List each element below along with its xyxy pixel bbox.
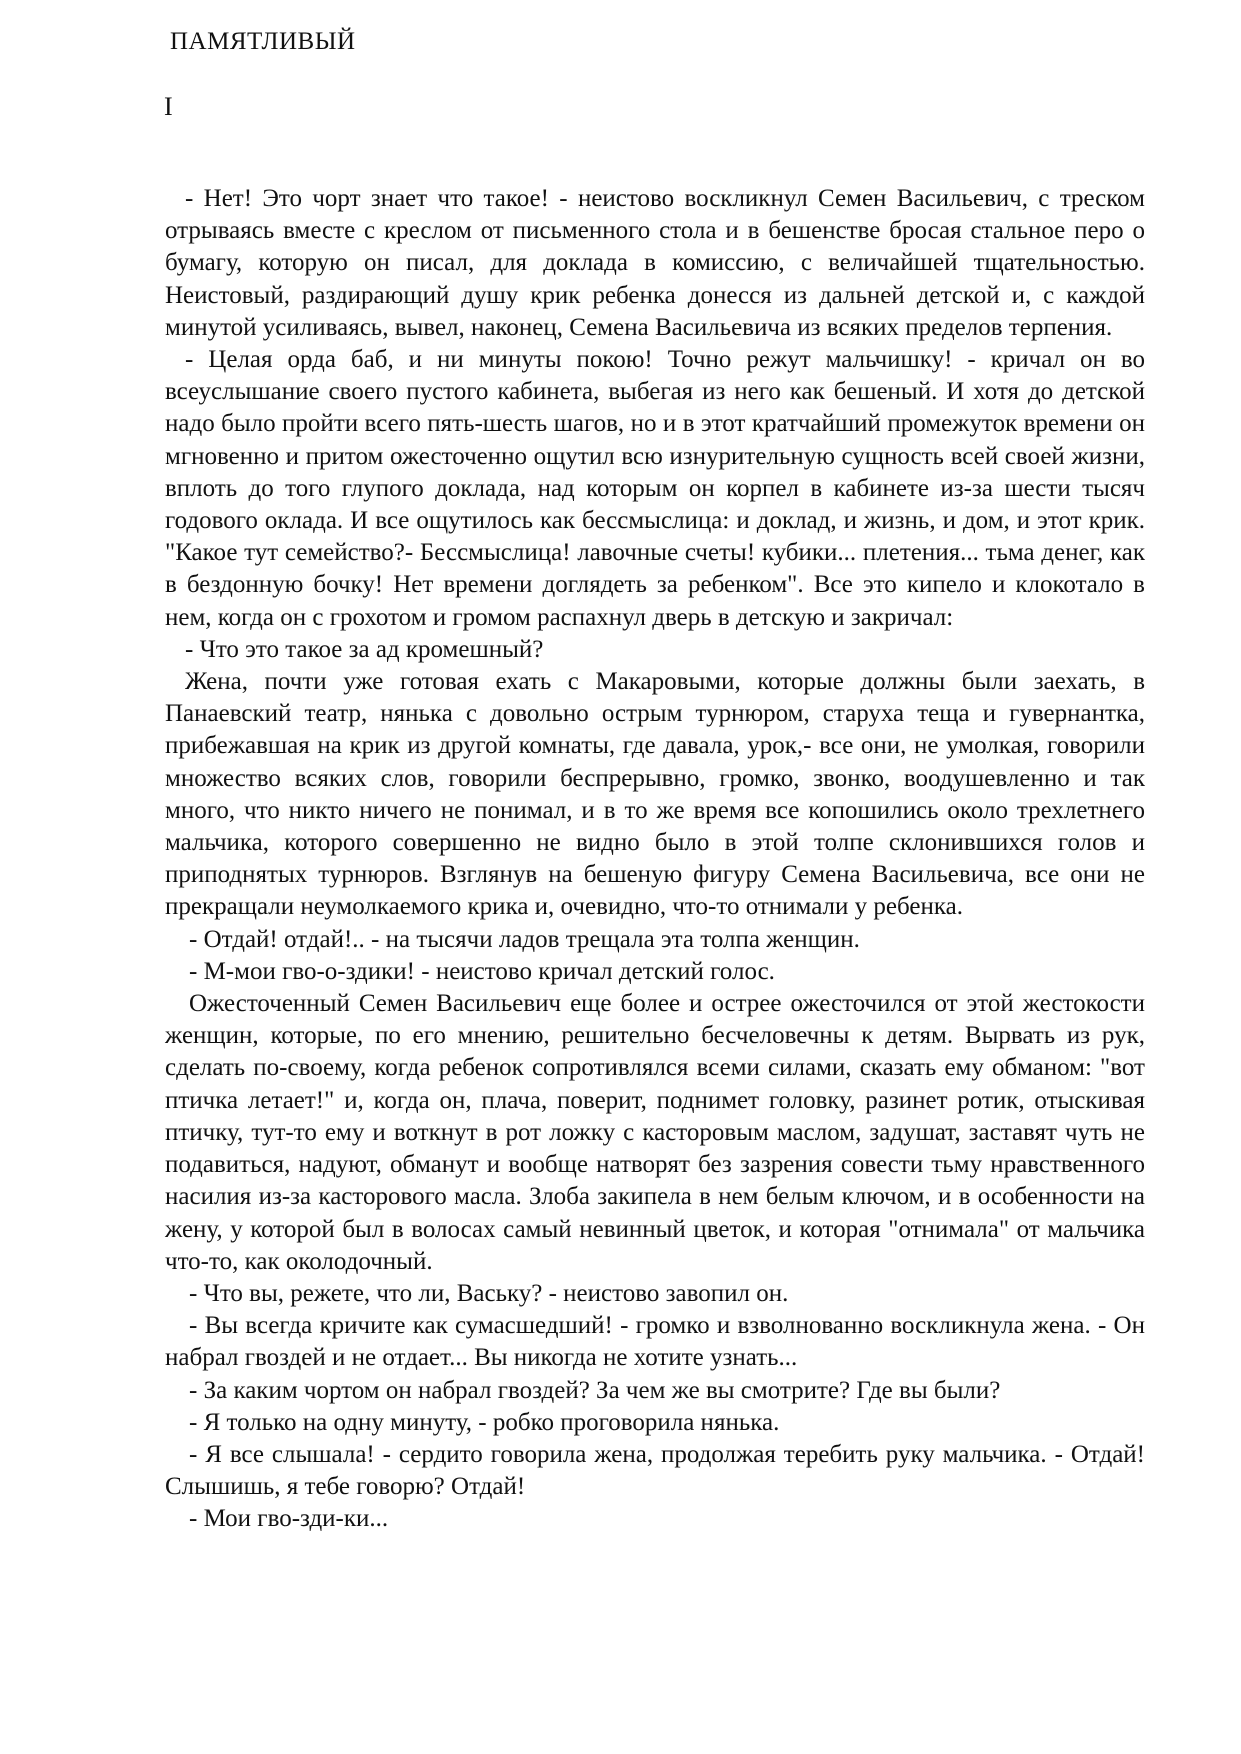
- paragraph: - Что вы, режете, что ли, Ваську? - неистово завопил он.: [189, 1279, 789, 1307]
- paragraph: - Я только на одну минуту, - робко проговорила нянька.: [189, 1408, 780, 1436]
- paragraph: - Вы всегда кричите как сумасшедший! - громко и взволнованно воскликнула жена. - Он набрал гвоздей и не отдает... Вы никогда не хотите узнать...: [165, 1312, 1145, 1372]
- paragraph: Ожесточенный Семен Васильевич еще более и острее ожесточился от этой жестокости женщин, которые, по его мнению, решительно бесчеловечны к детям. Вырвать из рук, сделать по-своему, когда ребенок сопротивлялся всеми силами, сказать ему обманом: "вот птичка летает!" и, когда он, плача, поверит, поднимет головку, разинет ротик, отыскивая птичку, тут-то ему и воткнут в рот ложку с касторовым маслом, задушат, заставят чуть не подавиться, надуют, обманут и вообще натворят без зазрения совести тьму нравственного насилия из-за касторового масла. Злоба закипела в нем белым ключом, и в особенности на жену, у которой был в волосах самый невинный цветок, и которая "отнимала" от мальчика что-то, как околодочный.: [165, 990, 1145, 1275]
- paragraph: - Я все слышала! - сердито говорила жена, продолжая теребить руку мальчика. - Отдай! Слышишь, я тебе говорю? Отдай!: [165, 1440, 1145, 1501]
- story-text: [165, 183, 1145, 1536]
- paragraph: Жена, почти уже готовая ехать с Макаровыми, которые должны были заехать, в Панаевский театр, нянька с довольно острым турнюром, старуха теща и гувернантка, прибежавшая на крик из другой комнаты, где давала, урок,- все они, не умолкая, говорили множество всяких слов, говорили беспрерывно, громко, звонко, воодушевленно и так много, что никто ничего не понимал, и в то же время все копошились около трехлетнего мальчика, которого совершенно не видно было в этой толпе склонившихся голов и приподнятых турнюров. Взглянув на бешеную фигуру Семена Васильевича, все они не прекращали неумолкаемого крика и, очевидно, что-то отнимали у ребенка.: [165, 668, 1145, 921]
- paragraph: - За каким чортом он набрал гвоздей? За чем же вы смотрите? Где вы были?: [189, 1376, 1001, 1404]
- paragraph: - М-мои гво-о-здики! - неистово кричал детский голос.: [189, 957, 775, 985]
- paragraph: - Что это такое за ад кромешный?: [185, 635, 544, 663]
- chapter-number: I: [164, 92, 173, 121]
- paragraph: - Мои гво-зди-ки...: [189, 1505, 389, 1533]
- paragraph: - Нет! Это чорт знает что такое! - неистово воскликнул Семен Васильевич, с треском отрываясь вместе с креслом от письменного стола и в бешенстве бросая стальное перо о бумагу, которую он писал, для доклада в комиссию, с величайшей тщательностью. Неистовый, раздирающий душу крик ребенка донесся из дальней детской и, с каждой минутой усиливаясь, вывел, наконец, Семена Васильевича из всяких пределов терпения.: [165, 185, 1145, 341]
- paragraph: - Отдай! отдай!.. - на тысячи ладов трещала эта толпа женщин.: [189, 925, 860, 953]
- story-title: ПАМЯТЛИВЫЙ: [170, 28, 356, 55]
- paragraph: - Целая орда баб, и ни минуты покою! Точно режут мальчишку! - кричал он во всеуслышание своего пустого кабинета, выбегая из него как бешеный. И хотя до детской надо было пройти всего пять-шесть шагов, но и в этот кратчайший промежуток времени он мгновенно и притом ожесточенно ощутил всю изнурительную сущность всей своей жизни, вплоть до того глупого доклада, над которым он корпел в кабинете из-за шести тысяч годового оклада. И все ощутилось как бессмыслица: и доклад, и жизнь, и дом, и этот крик. "Какое тут семейство?- Бессмыслица! лавочные счеты! кубики... плетения... тьма денег, как в бездонную бочку! Нет времени доглядеть за ребенком". Все это кипело и клокотало в нем, когда он с грохотом и громом распахнул дверь в детскую и закричал:: [165, 346, 1145, 631]
